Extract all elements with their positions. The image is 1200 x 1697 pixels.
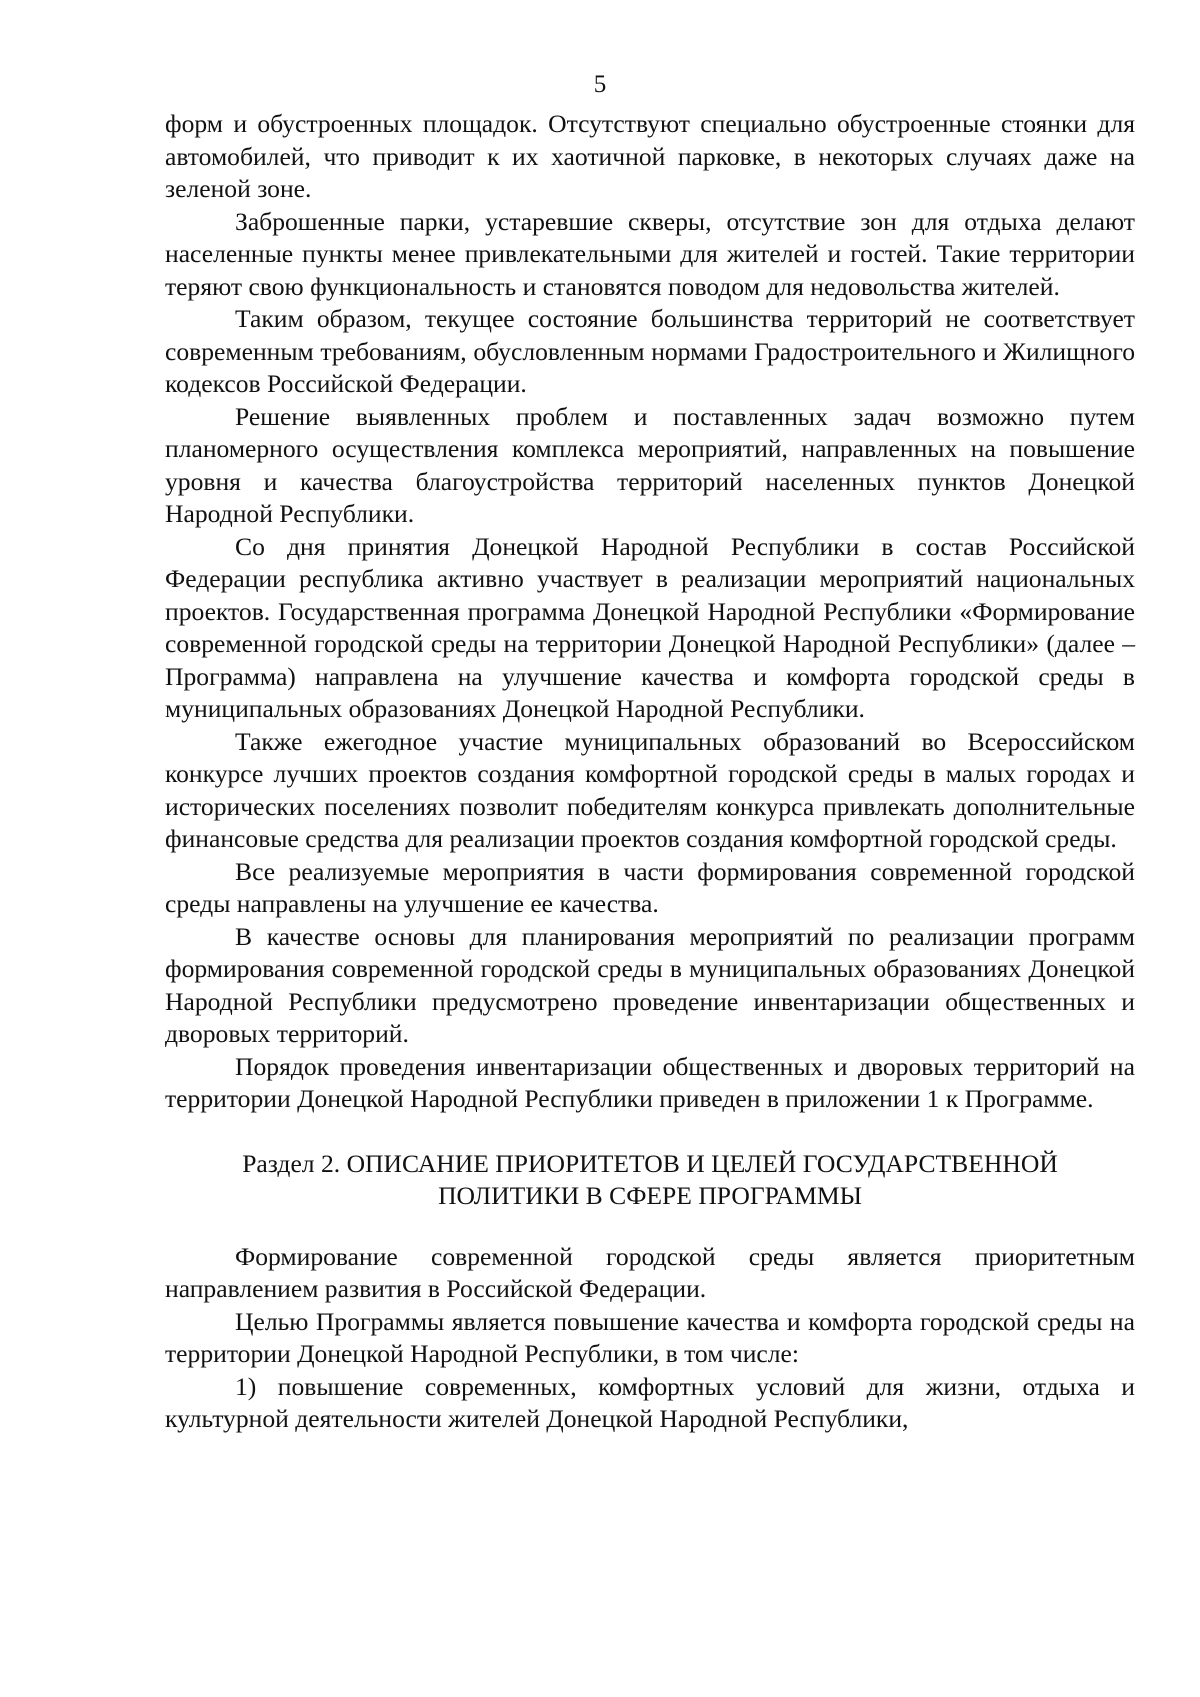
section-heading-line: ПОЛИТИКИ В СФЕРЕ ПРОГРАММЫ xyxy=(438,1181,862,1210)
paragraph: Также ежегодное участие муниципальных образований во Всероссийском конкурсе лучших проектов создания комфортной городской среды в малых городах и исторических поселениях позволит победителям конкурса привлекать дополнительные финансовые средства для реализации проектов создания комфортной городской среды. xyxy=(165,726,1135,853)
document-body xyxy=(165,108,1135,1436)
page-number: 5 xyxy=(593,71,607,98)
section-heading-line: Раздел 2. ОПИСАНИЕ ПРИОРИТЕТОВ И ЦЕЛЕЙ ГОСУДАРСТВЕННОЙ xyxy=(242,1148,1058,1178)
paragraph: Таким образом, текущее состояние большинства территорий не соответствует современным требованиям, обусловленным нормами Градостроительного и Жилищного кодексов Российской Федерации. xyxy=(165,304,1135,398)
list-item-paragraph: 1) повышение современных, комфортных условий для жизни, отдыха и культурной деятельности жителей Донецкой Народной Республики, xyxy=(165,1371,1135,1433)
paragraph: В качестве основы для планирования мероприятий по реализации программ формирования современной городской среды в муниципальных образованиях Донецкой Народной Республики предусмотрено проведение инвентаризации общественных и дворовых территорий. xyxy=(165,921,1135,1048)
paragraph: Заброшенные парки, устаревшие скверы, отсутствие зон для отдыха делают населенные пункты менее привлекательными для жителей и гостей. Такие территории теряют свою функциональность и становятся поводом для недовольства жителей. xyxy=(165,206,1135,301)
paragraph: Порядок проведения инвентаризации общественных и дворовых территорий на территории Донецкой Народной Республики приведен в приложении 1 к Программе. xyxy=(165,1051,1135,1113)
paragraph: Решение выявленных проблем и поставленных задач возможно путем планомерного осуществления комплекса мероприятий, направленных на повышение уровня и качества благоустройства территорий населенных пунктов Донецкой Народной Республики. xyxy=(165,401,1135,528)
paragraph: Формирование современной городской среды является приоритетным направлением развития в Российской Федерации. xyxy=(165,1241,1135,1303)
paragraph: Целью Программы является повышение качества и комфорта городской среды на территории Донецкой Народной Республики, в том числе: xyxy=(165,1306,1135,1368)
paragraph: Все реализуемые мероприятия в части формирования современной городской среды направлены на улучшение ее качества. xyxy=(165,856,1135,918)
paragraph: форм и обустроенных площадок. Отсутствуют специально обустроенные стоянки для автомобилей, что приводит к их хаотичной парковке, в некоторых случаях даже на зеленой зоне. xyxy=(165,109,1135,203)
section-heading xyxy=(165,1148,1135,1213)
paragraph: Со дня принятия Донецкой Народной Республики в состав Российской Федерации республика активно участвует в реализации мероприятий национальных проектов. Государственная программа Донецкой Народной Республики «Формирование современной городской среды на территории Донецкой Народной Республики» (далее – Программа) направлена на улучшение качества и комфорта городской среды в муниципальных образованиях Донецкой Народной Республики. xyxy=(165,531,1135,723)
